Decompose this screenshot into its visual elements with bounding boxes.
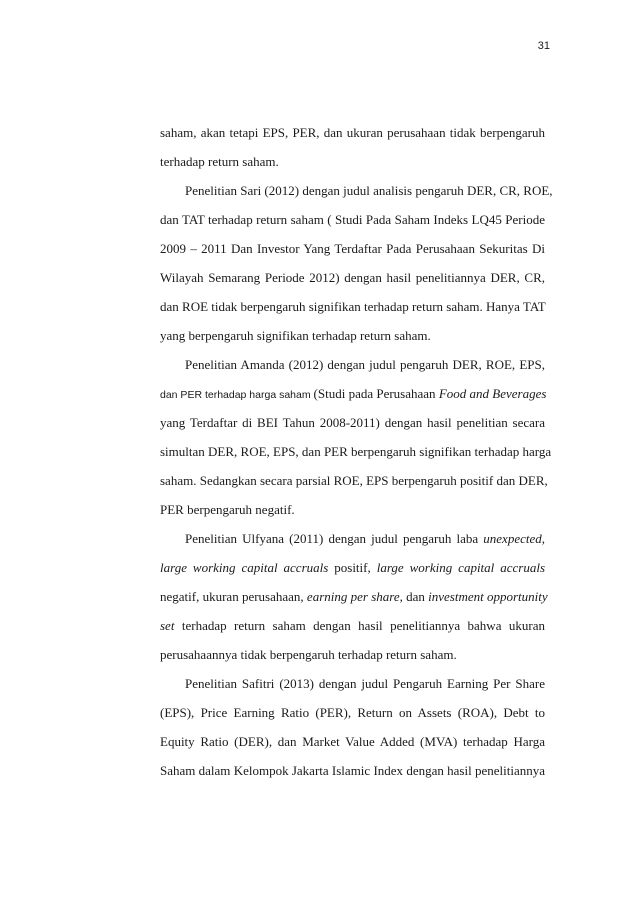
text-line bbox=[160, 263, 545, 292]
text-segment: (EPS), Price Earning Ratio (PER), Return on Assets (ROA), Debt to bbox=[160, 705, 545, 720]
text-segment: negatif, ukuran perusahaan, bbox=[160, 589, 307, 604]
text-segment: Food and Beverages bbox=[438, 386, 547, 401]
text-segment: Equity Ratio (DER), dan Market Value Added (MVA) terhadap Harga bbox=[160, 734, 545, 749]
text-segment: (Studi pada Perusahaan bbox=[313, 386, 439, 401]
text-segment: large working capital accruals bbox=[376, 560, 546, 575]
text-line bbox=[160, 437, 552, 466]
text-segment: Penelitian Amanda (2012) dengan judul pengaruh DER, ROE, EPS, bbox=[185, 357, 545, 372]
text-segment: large working capital accruals bbox=[160, 560, 329, 575]
text-segment: unexpected bbox=[483, 531, 542, 546]
text-line bbox=[160, 611, 545, 640]
text-line bbox=[160, 408, 545, 437]
text-segment: dan ROE tidak berpengaruh signifikan terhadap return saham. Hanya TAT bbox=[160, 299, 546, 314]
text-line bbox=[160, 118, 545, 147]
text-segment: simultan DER, ROE, EPS, dan PER berpengaruh signifikan terhadap harga bbox=[160, 444, 552, 459]
text-line bbox=[160, 756, 545, 785]
text-segment: perusahaannya tidak berpengaruh terhadap return saham. bbox=[160, 647, 457, 662]
text-segment: earning per share bbox=[306, 589, 400, 604]
text-segment: dan PER terhadap harga saham bbox=[160, 389, 314, 401]
text-line bbox=[160, 524, 545, 553]
text-line bbox=[160, 727, 545, 756]
document-body bbox=[160, 118, 553, 785]
text-line bbox=[160, 669, 545, 698]
text-segment: Saham dalam Kelompok Jakarta Islamic Index dengan hasil penelitiannya bbox=[160, 763, 545, 778]
text-line bbox=[160, 350, 545, 379]
text-line bbox=[160, 582, 548, 611]
text-line bbox=[160, 147, 545, 176]
text-segment: Penelitian Safitri (2013) dengan judul Pengaruh Earning Per Share bbox=[185, 676, 545, 691]
text-line bbox=[160, 379, 545, 408]
text-segment: yang berpengaruh signifikan terhadap return saham. bbox=[160, 328, 431, 343]
text-segment: yang Terdaftar di BEI Tahun 2008-2011) dengan hasil penelitian secara bbox=[160, 415, 545, 430]
text-segment: positif, bbox=[328, 560, 377, 575]
text-line bbox=[160, 234, 545, 263]
text-segment: dan TAT terhadap return saham ( Studi Pada Saham Indeks LQ45 Periode bbox=[160, 212, 545, 227]
text-segment: Wilayah Semarang Periode 2012) dengan hasil penelitiannya DER, CR, bbox=[160, 270, 545, 285]
text-line bbox=[160, 495, 545, 524]
text-segment: , bbox=[541, 531, 545, 546]
text-segment: terhadap return saham dengan hasil penelitiannya bahwa ukuran bbox=[174, 618, 545, 633]
text-line bbox=[160, 205, 545, 234]
text-segment: 2009 – 2011 Dan Investor Yang Terdaftar Pada Perusahaan Sekuritas Di bbox=[160, 241, 545, 256]
page-number: 31 bbox=[537, 40, 550, 52]
text-segment: saham. Sedangkan secara parsial ROE, EPS berpengaruh positif dan DER, bbox=[160, 473, 548, 488]
text-line bbox=[160, 321, 545, 350]
text-segment: Penelitian Ulfyana (2011) dengan judul pengaruh laba bbox=[185, 531, 484, 546]
text-line bbox=[160, 553, 545, 582]
text-segment: saham, akan tetapi EPS, PER, dan ukuran perusahaan tidak berpengaruh bbox=[160, 125, 545, 140]
text-line bbox=[160, 292, 545, 321]
text-line bbox=[160, 698, 545, 727]
text-segment: Penelitian Sari (2012) dengan judul analisis pengaruh DER, CR, ROE, bbox=[185, 183, 553, 198]
text-segment: investment opportunity bbox=[428, 589, 548, 604]
text-segment: , dan bbox=[399, 589, 429, 604]
text-segment: terhadap return saham. bbox=[160, 154, 279, 169]
text-line bbox=[160, 640, 545, 669]
text-segment: set bbox=[160, 618, 175, 633]
text-segment: PER berpengaruh negatif. bbox=[160, 502, 295, 517]
text-line bbox=[160, 176, 553, 205]
text-line bbox=[160, 466, 548, 495]
